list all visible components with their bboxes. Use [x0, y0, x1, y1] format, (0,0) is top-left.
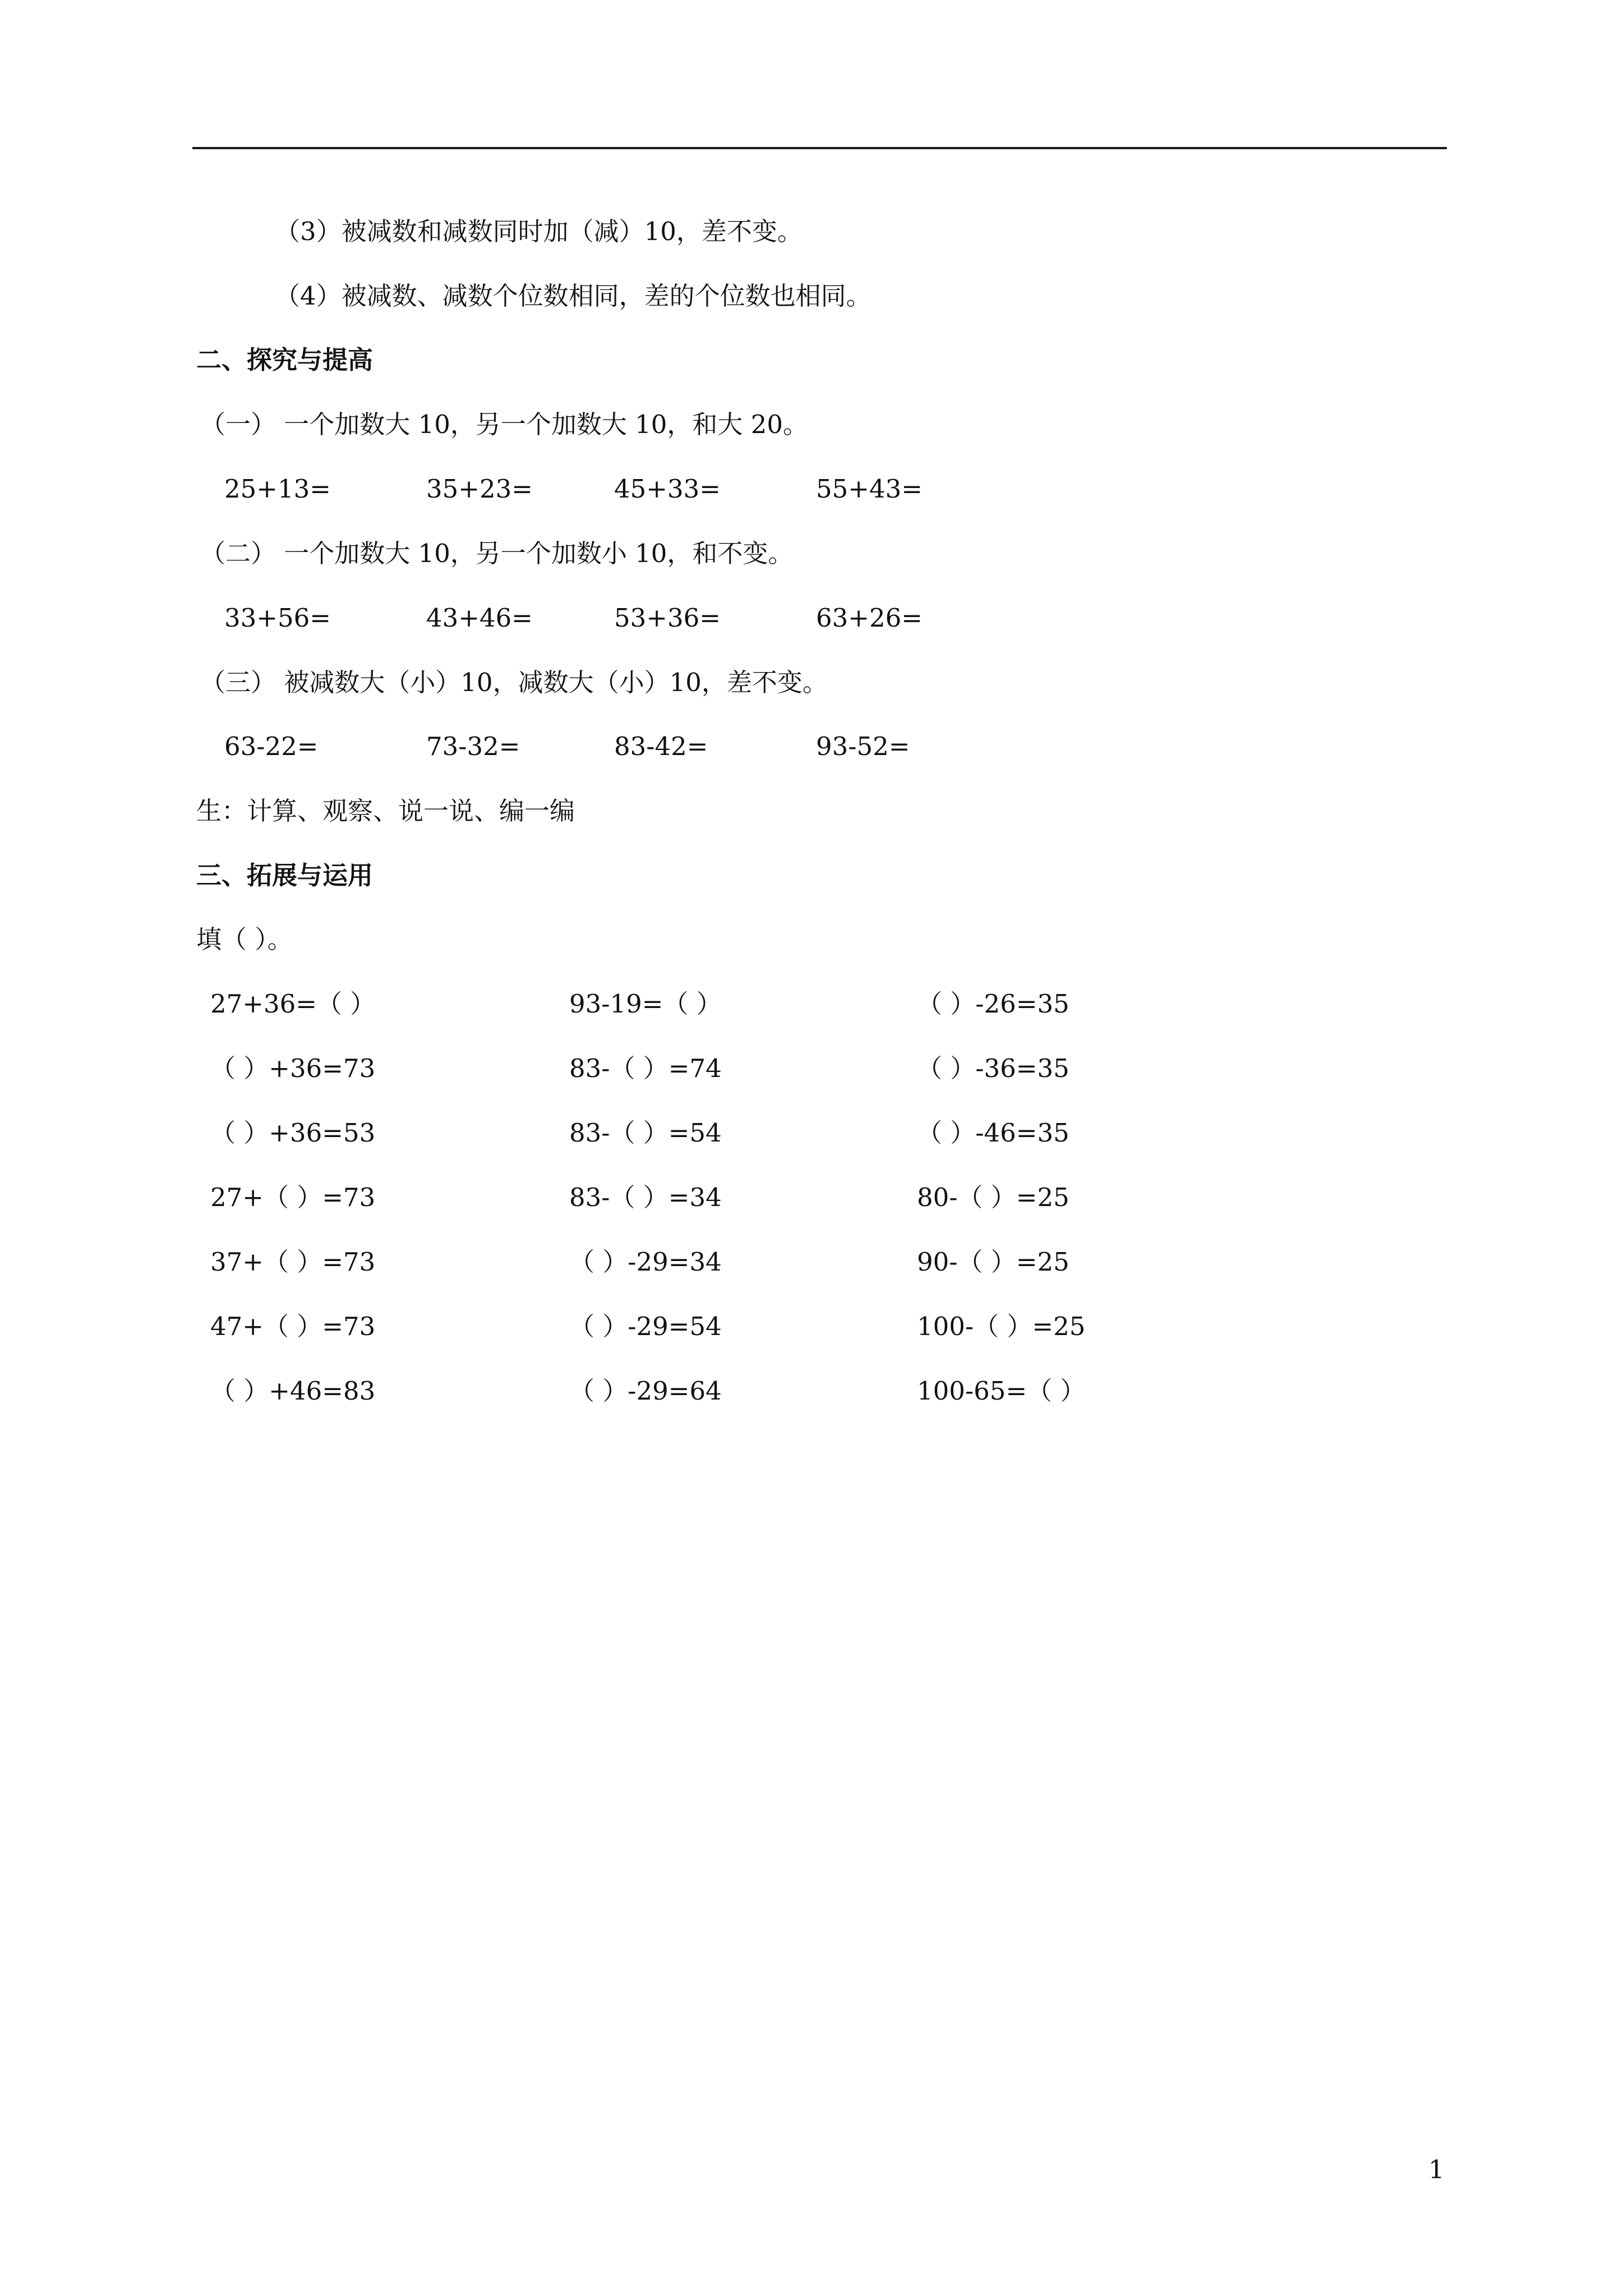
header-rule — [192, 147, 1447, 149]
group-2-expr: 33+56= — [224, 603, 331, 633]
group-1-expr: 45+33= — [614, 474, 721, 504]
fill-item: 83-（ ）=34 — [569, 1182, 722, 1212]
group-2-expr: 53+36= — [614, 603, 721, 633]
fill-instruction: 填（ ）。 — [196, 924, 293, 954]
group-1-title: （一） 一个加数大 10，另一个加数大 10，和大 20。 — [200, 409, 809, 439]
fill-item: 37+（ ）=73 — [210, 1247, 376, 1277]
fill-item: 47+（ ）=73 — [210, 1312, 376, 1341]
fill-item: （ ）-26=35 — [917, 989, 1069, 1019]
fill-item: （ ）+46=83 — [210, 1376, 376, 1406]
fill-item: （ ）-46=35 — [917, 1118, 1069, 1148]
fill-item: （ ）-29=64 — [569, 1376, 722, 1406]
fill-item: 80-（ ）=25 — [917, 1182, 1069, 1212]
section-2-heading: 二、探究与提高 — [196, 345, 374, 375]
group-1-expr: 55+43= — [816, 474, 923, 504]
point-3-text: （3）被减数和减数同时加（减）10，差不变。 — [275, 217, 803, 246]
fill-item: 100-65=（ ） — [917, 1376, 1086, 1406]
group-3-title: （三） 被减数大（小）10，减数大（小）10，差不变。 — [200, 668, 828, 697]
student-note: 生：计算、观察、说一说、编一编 — [196, 796, 575, 826]
section-3-heading: 三、拓展与运用 — [196, 861, 374, 890]
page-number: 1 — [1428, 2155, 1445, 2184]
group-2-expr: 63+26= — [816, 603, 923, 633]
group-2-expr: 43+46= — [426, 603, 533, 633]
fill-item: 27+36=（ ） — [210, 989, 376, 1019]
group-1-expr: 35+23= — [426, 474, 533, 504]
group-3-expr: 63-22= — [224, 731, 319, 761]
fill-item: 83-（ ）=54 — [569, 1118, 722, 1148]
group-3-expr: 83-42= — [614, 731, 708, 761]
fill-item: （ ）+36=73 — [210, 1053, 376, 1083]
fill-item: （ ）-36=35 — [917, 1053, 1069, 1083]
group-2-title: （二） 一个加数大 10，另一个加数小 10，和不变。 — [200, 539, 794, 568]
fill-item: 100-（ ）=25 — [917, 1312, 1086, 1341]
group-3-expr: 93-52= — [816, 731, 910, 761]
group-1-expr: 25+13= — [224, 474, 331, 504]
fill-item: （ ）-29=34 — [569, 1247, 722, 1277]
fill-item: 93-19=（ ） — [569, 989, 722, 1019]
fill-item: 27+（ ）=73 — [210, 1182, 376, 1212]
point-4-text: （4）被减数、减数个位数相同，差的个位数也相同。 — [275, 281, 872, 311]
fill-item: 83-（ ）=74 — [569, 1053, 722, 1083]
fill-item: （ ）-29=54 — [569, 1312, 722, 1341]
group-3-expr: 73-32= — [426, 731, 520, 761]
fill-item: 90-（ ）=25 — [917, 1247, 1069, 1277]
fill-item: （ ）+36=53 — [210, 1118, 376, 1148]
